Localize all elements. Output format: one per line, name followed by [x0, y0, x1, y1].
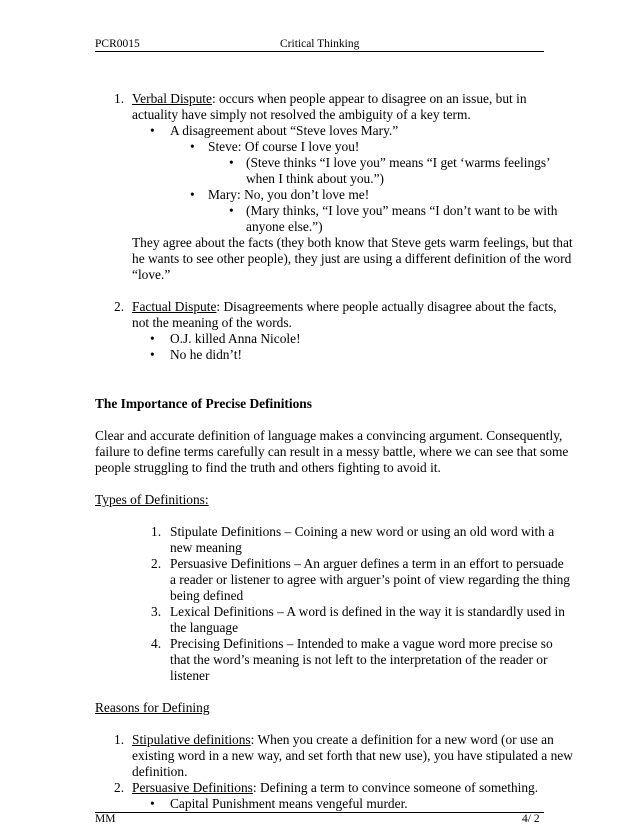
bullet-text: A disagreement about “Steve loves Mary.” — [170, 123, 399, 138]
verbal-dispute-line1: Verbal Dispute: occurs when people appear to disagree on an issue, but in — [132, 91, 527, 106]
bullet-text: anyone else.”) — [246, 219, 323, 234]
bullet-text: Mary: No, you don’t love me! — [208, 187, 370, 202]
list-item: the language — [170, 620, 239, 635]
list-item: that the word’s meaning is not left to the interpretation of the reader or — [170, 652, 548, 667]
bullet-text: O.J. killed Anna Nicole! — [170, 331, 301, 346]
header-title: Critical Thinking — [280, 38, 360, 50]
footer-page-number: 4/ 2 — [522, 813, 540, 825]
footer-author: MM — [95, 813, 116, 825]
verbal-dispute-line2: actuality have simply not resolved the ambiguity of a key term. — [132, 107, 471, 122]
bullet-text: No he didn’t! — [170, 347, 242, 362]
bullet-icon: • — [150, 123, 155, 138]
persuasive-line1: Persuasive Definitions: Defining a term to convince someone of something. — [132, 780, 539, 795]
list-number: 1. — [114, 91, 125, 106]
list-item: new meaning — [170, 540, 242, 555]
list-item: Lexical Definitions – A word is defined in the way it is standardly used in — [170, 604, 565, 619]
types-heading: Types of Definitions: — [95, 492, 209, 507]
factual-dispute-term: Factual Dispute — [132, 299, 217, 314]
list-number: 2. — [151, 556, 162, 571]
header-code: PCR0015 — [95, 38, 140, 50]
reasons-heading: Reasons for Defining — [95, 700, 210, 715]
list-item: Persuasive Definitions – An arguer defines a term in an effort to persuade — [170, 556, 564, 571]
list-item: a reader or listener to agree with arguer’s point of view regarding the thing — [170, 572, 570, 587]
list-number: 3. — [151, 604, 162, 619]
section-heading: The Importance of Precise Definitions — [95, 396, 312, 411]
list-item: being defined — [170, 588, 244, 603]
bullet-text: Capital Punishment means vengeful murder. — [170, 796, 408, 811]
paragraph-line: Clear and accurate definition of language makes a convincing argument. Consequently, — [95, 428, 563, 443]
bullet-text: (Mary thinks, “I love you” means “I don’t want to be with — [246, 203, 558, 218]
bullet-text: (Steve thinks “I love you” means “I get ‘warms feelings’ — [246, 155, 551, 170]
persuasive-term: Persuasive Definitions — [132, 780, 253, 795]
bullet-icon: • — [190, 187, 195, 202]
list-number: 1. — [114, 732, 125, 747]
list-item: listener — [170, 668, 210, 683]
paragraph-line: They agree about the facts (they both know that Steve gets warm feelings, but that — [132, 235, 573, 250]
list-number: 4. — [151, 636, 162, 651]
bullet-icon: • — [150, 796, 155, 811]
bullet-icon: • — [190, 139, 195, 154]
list-number: 2. — [114, 780, 125, 795]
list-item: Stipulate Definitions – Coining a new word or using an old word with a — [170, 524, 555, 539]
stipulative-line3: definition. — [132, 764, 188, 779]
verbal-dispute-term: Verbal Dispute — [132, 91, 212, 106]
list-item: Precising Definitions – Intended to make a vague word more precise so — [170, 636, 553, 651]
stipulative-line2: existing word in a new way, and set forth that new use), you have stipulated a new — [132, 748, 573, 763]
stipulative-line1: Stipulative definitions: When you create a definition for a new word (or use an — [132, 732, 554, 747]
bullet-text: when I think about you.”) — [246, 171, 384, 186]
bullet-text: Steve: Of course I love you! — [208, 139, 360, 154]
bullet-icon: • — [150, 331, 155, 346]
list-number: 2. — [114, 299, 125, 314]
paragraph-line: he wants to see other people), they just are using a different definition of the word — [132, 251, 572, 266]
bullet-icon: • — [229, 203, 234, 218]
bullet-icon: • — [229, 155, 234, 170]
paragraph-line: “love.” — [132, 267, 171, 282]
bullet-icon: • — [150, 347, 155, 362]
paragraph-line: failure to define terms carefully can result in a messy battle, where we can see that some — [95, 444, 569, 459]
paragraph-line: people struggling to find the truth and others fighting to avoid it. — [95, 460, 441, 475]
stipulative-term: Stipulative definitions — [132, 732, 251, 747]
footer-rule — [95, 812, 544, 813]
list-number: 1. — [151, 524, 162, 539]
header-rule — [95, 51, 544, 52]
factual-dispute-line1: Factual Dispute: Disagreements where people actually disagree about the facts, — [132, 299, 557, 314]
factual-dispute-line2: not the meaning of the words. — [132, 315, 292, 330]
